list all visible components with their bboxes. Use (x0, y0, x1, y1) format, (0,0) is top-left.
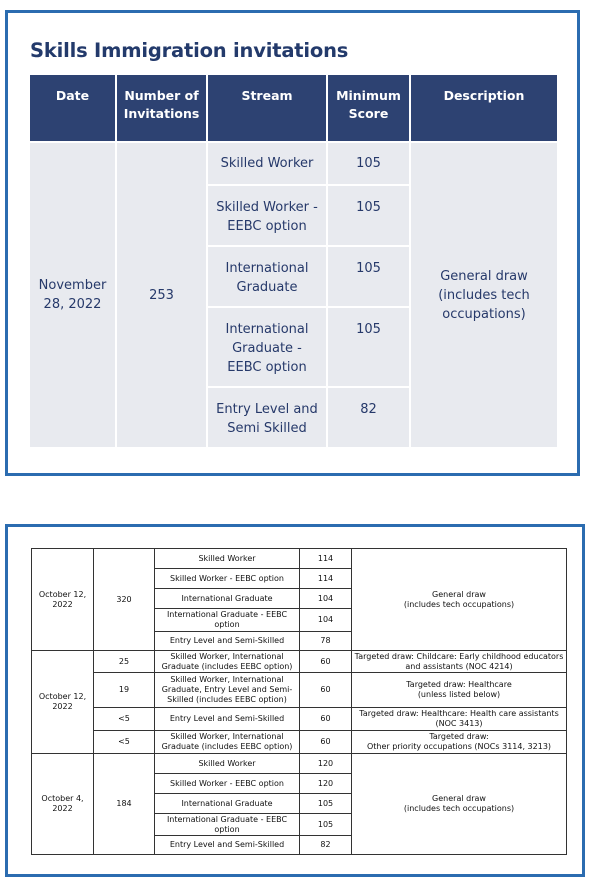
stream-cell: Skilled Worker (208, 143, 326, 184)
description-line: Targeted draw: Childcare: Early childhood educators (354, 651, 564, 661)
number-cell: 25 (94, 651, 155, 673)
stream-cell: International Graduate (155, 794, 300, 814)
table-row (32, 651, 567, 673)
stream-cell: Skilled Worker - EEBC option (208, 186, 326, 245)
stream-cell: Entry Level and Semi-Skilled (155, 708, 300, 731)
score-cell: 105 (300, 794, 352, 814)
stream-cell: International Graduate (208, 247, 326, 306)
description-cell (352, 673, 567, 708)
description-line: (includes tech occupations) (403, 804, 515, 813)
score-cell: 104 (300, 589, 352, 609)
table-row (30, 143, 557, 184)
number-cell: <5 (94, 708, 155, 731)
score-cell: 114 (300, 569, 352, 589)
description-line: (includes tech occupations) (403, 599, 515, 609)
invitations-panel (5, 10, 580, 476)
description-line: Targeted draw: (429, 732, 489, 741)
score-cell: 105 (328, 186, 409, 245)
description-cell (352, 731, 567, 754)
date-cell: November 28, 2022 (30, 143, 115, 447)
score-cell: 60 (300, 651, 352, 673)
table-row (32, 549, 567, 569)
description-line: General draw (432, 794, 486, 803)
score-cell: 105 (328, 308, 409, 386)
header-stream: Stream (208, 75, 326, 141)
table-row (32, 673, 567, 708)
score-cell: 120 (300, 754, 352, 774)
score-cell: 120 (300, 774, 352, 794)
description-line: and assistants (NOC 4214) (405, 661, 513, 671)
stream-cell: International Graduate (155, 589, 300, 609)
score-cell: 82 (328, 388, 409, 447)
description-line: Targeted draw: Healthcare: Health care assistants (359, 709, 559, 718)
stream-cell: Skilled Worker, International Graduate (includes EEBC option) (155, 731, 300, 754)
score-cell: 60 (300, 673, 352, 708)
stream-cell: International Graduate - EEBC option (155, 814, 300, 836)
stream-cell: International Graduate - EEBC option (155, 609, 300, 632)
score-cell: 104 (300, 609, 352, 632)
description-line: (NOC 3413) (435, 719, 483, 728)
stream-cell: Entry Level and Semi-Skilled (155, 632, 300, 651)
description-cell (352, 708, 567, 731)
score-cell: 105 (300, 814, 352, 836)
number-cell: 19 (94, 673, 155, 708)
stream-cell: Skilled Worker - EEBC option (155, 774, 300, 794)
stream-cell: Entry Level and Semi Skilled (208, 388, 326, 447)
description-line: Targeted draw: Healthcare (406, 680, 512, 689)
description-cell (352, 651, 567, 673)
stream-cell: Skilled Worker, International Graduate, Entry Level and Semi-Skilled (includes EEBC option) (155, 673, 300, 708)
stream-cell: Skilled Worker (155, 549, 300, 569)
stream-cell: Skilled Worker - EEBC option (155, 569, 300, 589)
score-cell: 82 (300, 836, 352, 855)
stream-cell: Skilled Worker, International Graduate (includes EEBC option) (155, 651, 300, 673)
stream-cell: Entry Level and Semi-Skilled (155, 836, 300, 855)
date-cell: October 12, 2022 (32, 651, 94, 754)
score-cell: 105 (328, 247, 409, 306)
description-cell: General draw (includes tech occupations) (411, 143, 557, 447)
score-cell: 114 (300, 549, 352, 569)
header-number: Number of Invitations (117, 75, 206, 141)
description-line: General draw (432, 589, 486, 599)
stream-cell: Skilled Worker (155, 754, 300, 774)
number-cell: 184 (94, 754, 155, 855)
description-line: (unless listed below) (417, 690, 501, 699)
section-title: Skills Immigration invitations (30, 39, 349, 62)
description-line: Other priority occupations (NOCs 3114, 3213) (366, 742, 552, 751)
invitations-table (28, 73, 559, 449)
stream-cell: International Graduate - EEBC option (208, 308, 326, 386)
description-cell (352, 549, 567, 651)
number-cell: <5 (94, 731, 155, 754)
header-description: Description (411, 75, 557, 141)
score-cell: 60 (300, 708, 352, 731)
score-cell: 78 (300, 632, 352, 651)
number-cell: 253 (117, 143, 206, 447)
score-cell: 105 (328, 143, 409, 184)
invitations-history-panel (5, 524, 585, 877)
header-date: Date (30, 75, 115, 141)
description-cell (352, 754, 567, 855)
number-cell: 320 (94, 549, 155, 651)
table-row (32, 708, 567, 731)
table-row (32, 754, 567, 774)
header-score: Minimum Score (328, 75, 409, 141)
score-cell: 60 (300, 731, 352, 754)
date-cell: October 12, 2022 (32, 549, 94, 651)
header-row (30, 75, 557, 141)
invitations-history-table (31, 548, 567, 855)
date-cell: October 4, 2022 (32, 754, 94, 855)
table-row (32, 731, 567, 754)
